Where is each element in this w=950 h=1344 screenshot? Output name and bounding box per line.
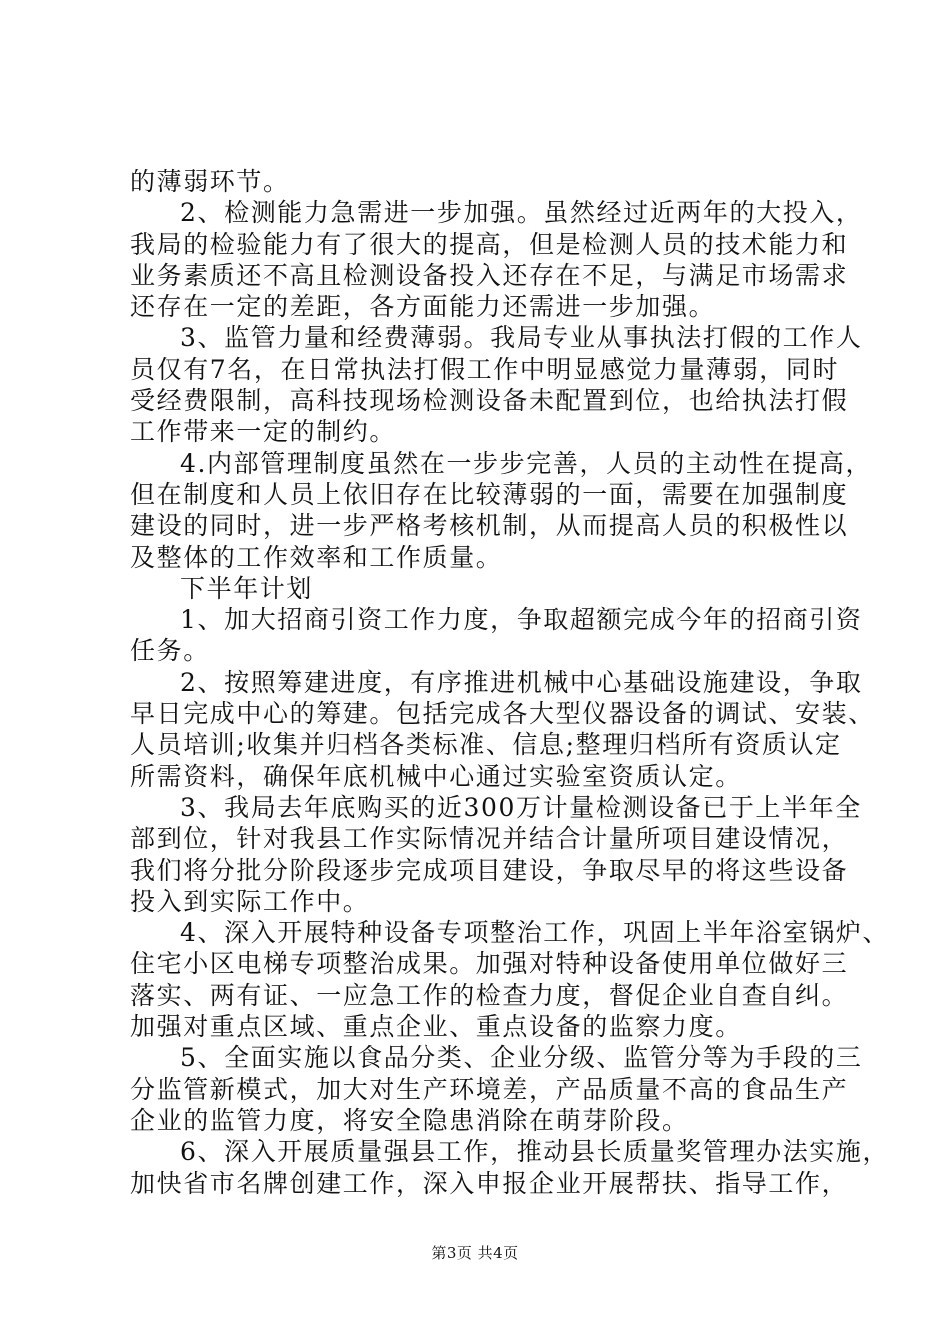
text-line: 1、加大招商引资工作力度，争取超额完成今年的招商引资 [180, 605, 863, 635]
text-line: 部到位，针对我县工作实际情况并结合计量所项目建设情况， [130, 824, 849, 854]
text-line: 员仅有7名，在日常执法打假工作中明显感觉力量薄弱，同时 [130, 354, 840, 384]
text-line: 我局的检验能力有了很大的提高，但是检测人员的技术能力和 [130, 229, 849, 259]
text-line: 住宅小区电梯专项整治成果。加强对特种设备使用单位做好三 [130, 949, 849, 979]
text-line: 业务素质还不高且检测设备投入还存在不足，与满足市场需求 [130, 260, 849, 290]
text-line: 3、监管力量和经费薄弱。我局专业从事执法打假的工作人 [180, 323, 863, 353]
text-line: 所需资料，确保年底机械中心通过实验室资质认定。 [130, 761, 742, 791]
page-number-label: 第3页 共4页 [431, 1244, 519, 1262]
text-line: 4.内部管理制度虽然在一步步完善，人员的主动性在提高， [180, 448, 873, 478]
page-footer [0, 1242, 950, 1263]
text-line: 人员培训;收集并归档各类标准、信息;整理归档所有资质认定 [130, 730, 842, 760]
text-line: 下半年计划 [180, 573, 314, 603]
text-line: 早日完成中心的筹建。包括完成各大型仪器设备的调试、安装、 [130, 699, 875, 729]
text-line: 我们将分批分阶段逐步完成项目建设，争取尽早的将这些设备 [130, 855, 849, 885]
text-line: 4、深入开展特种设备专项整治工作，巩固上半年浴室锅炉、 [180, 918, 890, 948]
text-line: 还存在一定的差距，各方面能力还需进一步加强。 [130, 292, 716, 322]
text-line: 3、我局去年底购买的近300万计量检测设备已于上半年全 [180, 792, 862, 822]
document-body [130, 166, 890, 1199]
text-line: 企业的监管力度，将安全隐患消除在萌芽阶段。 [130, 1105, 689, 1135]
text-line: 加快省市名牌创建工作，深入申报企业开展帮扶、指导工作， [130, 1168, 849, 1198]
text-line: 2、按照筹建进度，有序推进机械中心基础设施建设，争取 [180, 667, 863, 697]
text-line: 及整体的工作效率和工作质量。 [130, 542, 503, 572]
text-line: 6、深入开展质量强县工作，推动县长质量奖管理办法实施， [180, 1137, 890, 1167]
text-line: 加强对重点区域、重点企业、重点设备的监察力度。 [130, 1012, 742, 1042]
text-line: 2、检测能力急需进一步加强。虽然经过近两年的大投入， [180, 198, 863, 228]
text-line: 任务。 [130, 636, 210, 666]
text-line: 但在制度和人员上依旧存在比较薄弱的一面，需要在加强制度 [130, 479, 849, 509]
text-line: 的薄弱环节。 [130, 167, 290, 196]
text-line: 落实、两有证、一应急工作的检查力度，督促企业自查自纠。 [130, 980, 849, 1010]
text-line: 建设的同时，进一步严格考核机制，从而提高人员的积极性以 [130, 511, 849, 541]
text-line: 受经费限制，高科技现场检测设备未配置到位，也给执法打假 [130, 386, 849, 416]
text-line: 分监管新模式，加大对生产环境差，产品质量不高的食品生产 [130, 1074, 849, 1104]
text-line: 投入到实际工作中。 [130, 886, 370, 916]
text-line: 工作带来一定的制约。 [130, 417, 397, 447]
text-line: 5、全面实施以食品分类、企业分级、监管分等为手段的三 [180, 1043, 863, 1073]
